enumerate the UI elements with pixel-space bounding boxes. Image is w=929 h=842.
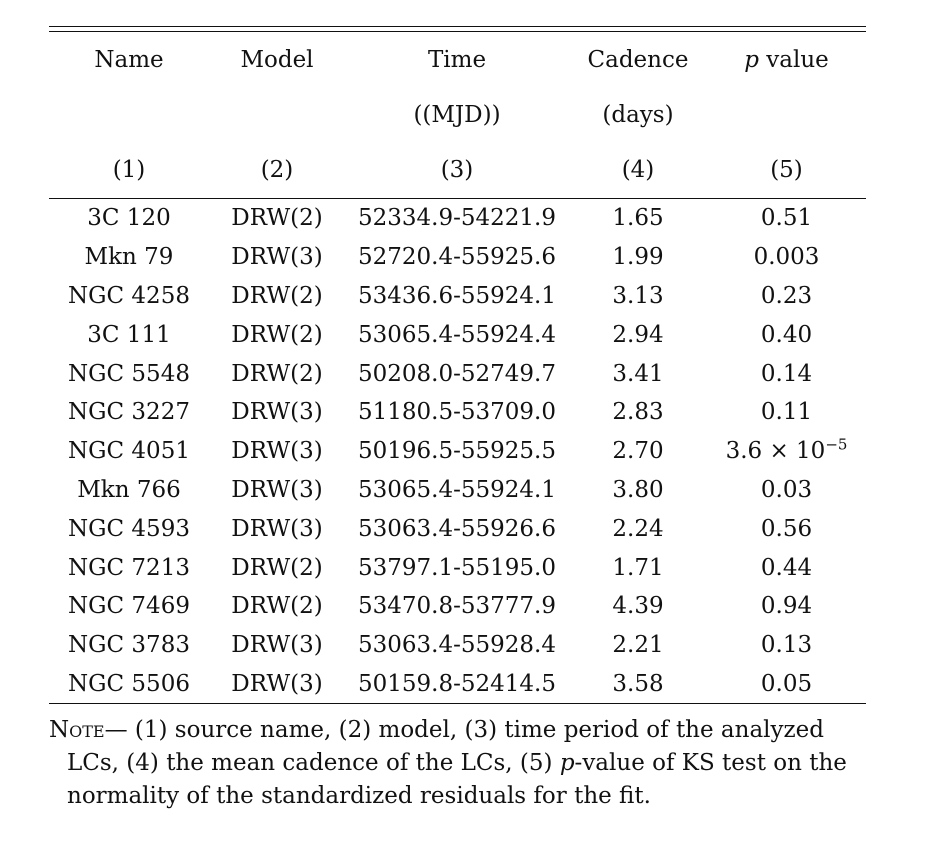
- colnum-3: (3): [440, 156, 474, 183]
- cell-time: 53065.4-55924.1: [358, 476, 556, 503]
- table-row: [49, 509, 866, 548]
- cell-p-value: [707, 587, 866, 626]
- cell-p-value-text: 3.6 × 10: [725, 438, 826, 465]
- note-line-3: normality of the standardized residuals for the fit.: [67, 783, 651, 809]
- cell-p-value-text: 0.13: [760, 632, 813, 659]
- header-name: Name: [94, 47, 164, 73]
- cropped-caption-fragment: [440, 0, 490, 14]
- cell-p-value-text: 0.94: [760, 593, 813, 620]
- cell-time: 50208.0-52749.7: [358, 360, 556, 387]
- cell-name: NGC 4593: [68, 515, 190, 542]
- cell-model: DRW(3): [231, 476, 323, 503]
- cell-name: NGC 5506: [68, 670, 190, 697]
- cell-model: DRW(2): [231, 554, 323, 581]
- cell-p-value: [707, 665, 866, 704]
- cell-p-value: [707, 471, 866, 510]
- cell-model: DRW(2): [231, 321, 323, 348]
- cell-cadence: 3.80: [612, 476, 664, 503]
- cell-cadence: 4.39: [612, 593, 664, 620]
- cell-p-value-text: 0.11: [760, 399, 813, 426]
- table-row: [49, 626, 866, 665]
- note-prefix: Note: [49, 717, 105, 743]
- cell-name: NGC 4258: [68, 282, 190, 309]
- cell-p-value: [707, 548, 866, 587]
- cell-p-value: [707, 509, 866, 548]
- cell-p-value: [707, 238, 866, 277]
- cell-p-value-text: 0.56: [760, 515, 813, 542]
- cell-model: DRW(3): [231, 515, 323, 542]
- note-line-1: [49, 714, 879, 747]
- data-table-container: [49, 26, 866, 704]
- table-row: [49, 199, 866, 238]
- cell-time: 53063.4-55926.6: [358, 515, 556, 542]
- cell-cadence: 2.70: [612, 438, 664, 465]
- cell-p-value-text: 0.40: [760, 321, 813, 348]
- header-cadence: Cadence: [587, 47, 689, 73]
- cell-time: 53797.1-55195.0: [358, 554, 556, 581]
- header-time: Time: [427, 47, 487, 73]
- table-row: [49, 548, 866, 587]
- cell-cadence: 1.65: [612, 205, 664, 232]
- cell-cadence: 2.83: [612, 399, 664, 426]
- header-row-numbers: [49, 141, 866, 198]
- cell-time: 51180.5-53709.0: [358, 399, 556, 426]
- cell-p-value-text: 0.14: [760, 360, 813, 387]
- table-body: [49, 199, 866, 703]
- units-time: ((MJD)): [413, 101, 501, 128]
- cell-name: NGC 5548: [68, 360, 190, 387]
- units-p-value: [707, 88, 866, 141]
- header-model: Model: [240, 47, 314, 73]
- cell-cadence: 1.71: [612, 554, 664, 581]
- cell-name: NGC 3227: [68, 399, 190, 426]
- cell-model: DRW(3): [231, 399, 323, 426]
- header-p-value-word: value: [766, 47, 829, 73]
- cell-p-value-text: 0.05: [760, 670, 813, 697]
- cell-model: DRW(3): [231, 632, 323, 659]
- cell-name: NGC 3783: [68, 632, 190, 659]
- cell-time: 52720.4-55925.6: [358, 244, 556, 271]
- cell-cadence: 2.24: [612, 515, 664, 542]
- cell-model: DRW(2): [231, 593, 323, 620]
- cell-name: NGC 4051: [68, 438, 190, 465]
- cell-p-value: [707, 199, 866, 238]
- cell-p-value-text: 0.51: [760, 205, 813, 232]
- units-model: [209, 88, 345, 141]
- cell-time: 53436.6-55924.1: [358, 282, 556, 309]
- cell-p-value-exponent: −5: [825, 435, 848, 454]
- note-dash: —: [104, 717, 128, 743]
- table-row: [49, 665, 866, 704]
- header-row-titles: [49, 32, 866, 88]
- cell-name: Mkn 79: [84, 244, 174, 271]
- table-row: [49, 315, 866, 354]
- colnum-1: (1): [112, 156, 146, 183]
- cell-name: NGC 7213: [68, 554, 190, 581]
- data-table: [49, 32, 866, 703]
- cell-name: Mkn 766: [77, 476, 181, 503]
- table-row: [49, 277, 866, 316]
- cell-p-value: [707, 393, 866, 432]
- colnum-4: (4): [621, 156, 655, 183]
- cell-p-value-text: 0.003: [753, 244, 820, 271]
- cell-model: DRW(2): [231, 205, 323, 232]
- header-row-units: [49, 88, 866, 141]
- cell-p-value-text: 0.03: [760, 476, 813, 503]
- colnum-2: (2): [260, 156, 294, 183]
- cell-time: 53063.4-55928.4: [358, 632, 556, 659]
- table-row: [49, 432, 866, 471]
- note-p-symbol: p: [559, 750, 575, 776]
- cell-time: 53065.4-55924.4: [358, 321, 556, 348]
- cell-name: 3C 120: [87, 205, 171, 232]
- cell-model: DRW(2): [231, 282, 323, 309]
- note-line-2: [49, 747, 879, 780]
- table-row: [49, 354, 866, 393]
- cell-model: DRW(3): [231, 244, 323, 271]
- units-name: [49, 88, 209, 141]
- top-double-rule-upper: [49, 26, 866, 28]
- cell-p-value: [707, 626, 866, 665]
- cell-time: 52334.9-54221.9: [358, 205, 556, 232]
- cell-name: 3C 111: [87, 321, 171, 348]
- cell-time: 50159.8-52414.5: [358, 670, 556, 697]
- cell-p-value: [707, 315, 866, 354]
- cell-p-value: [707, 277, 866, 316]
- cell-cadence: 3.13: [612, 282, 664, 309]
- header-p-symbol: p: [744, 47, 759, 73]
- cell-cadence: 3.58: [612, 670, 664, 697]
- cell-cadence: 1.99: [612, 244, 664, 271]
- table-row: [49, 393, 866, 432]
- cell-cadence: 2.94: [612, 321, 664, 348]
- note-text-2a: LCs, (4) the mean cadence of the LCs, (5): [67, 750, 560, 776]
- table-row: [49, 238, 866, 277]
- bottom-rule: [49, 703, 866, 704]
- table-row: [49, 587, 866, 626]
- cell-cadence: 2.21: [612, 632, 664, 659]
- cell-p-value: [707, 354, 866, 393]
- table-row: [49, 471, 866, 510]
- cell-model: DRW(2): [231, 360, 323, 387]
- cell-time: 50196.5-55925.5: [358, 438, 556, 465]
- cell-time: 53470.8-53777.9: [358, 593, 556, 620]
- units-cadence: (days): [602, 101, 674, 128]
- cell-model: DRW(3): [231, 438, 323, 465]
- cell-name: NGC 7469: [68, 593, 190, 620]
- header-p-value: [707, 32, 866, 88]
- table-note: [49, 714, 879, 813]
- cell-model: DRW(3): [231, 670, 323, 697]
- cell-p-value: [707, 432, 866, 471]
- cell-p-value-text: 0.23: [760, 282, 813, 309]
- note-text-1: (1) source name, (2) model, (3) time period of the analyzed: [127, 717, 824, 743]
- cell-cadence: 3.41: [612, 360, 664, 387]
- cell-p-value-text: 0.44: [760, 554, 813, 581]
- colnum-5: (5): [770, 156, 803, 183]
- note-text-2b: -value of KS test on the: [574, 750, 847, 776]
